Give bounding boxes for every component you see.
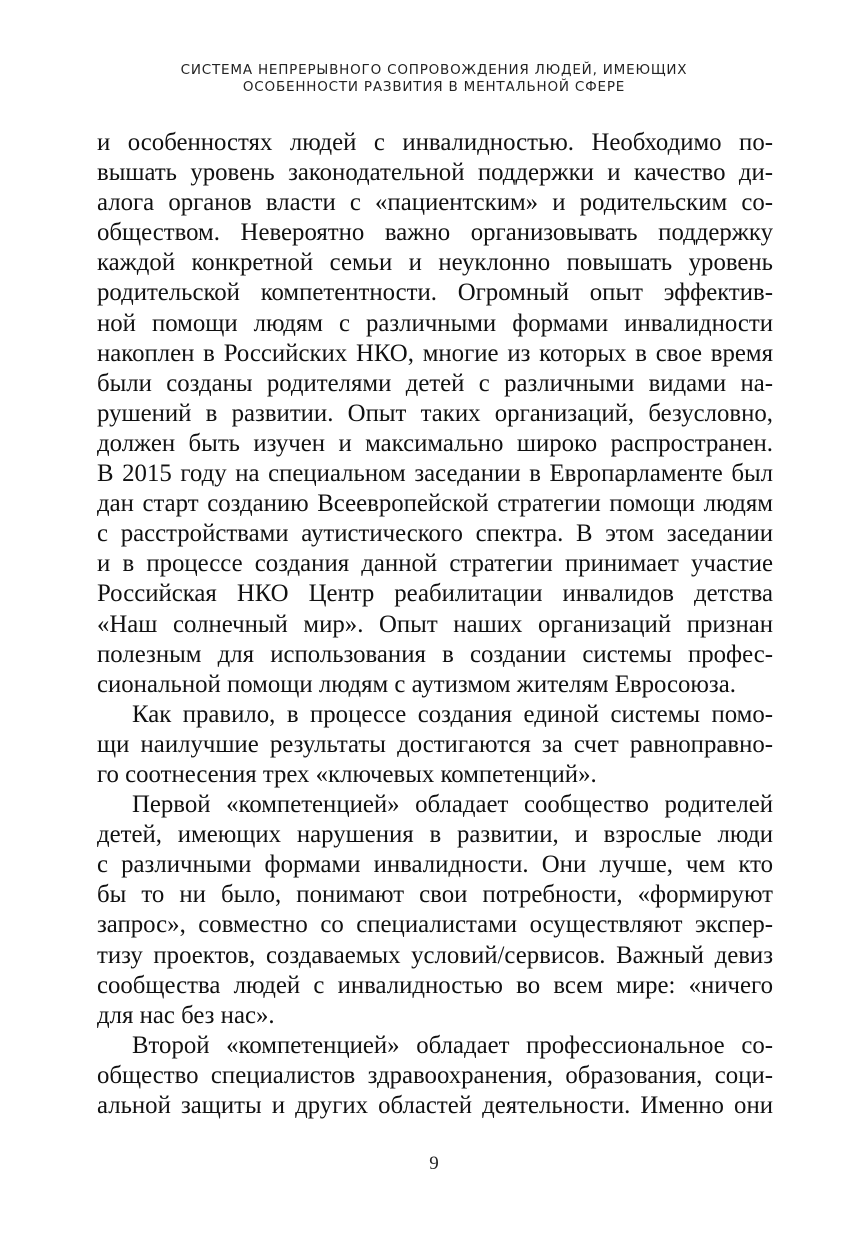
- text-line: ной помощи людям с различными формами инвалидности: [97, 309, 773, 337]
- text-line: щи наилучшие результаты достигаются за счет равноправно-: [97, 730, 773, 758]
- text-line: дан старт созданию Всеевропейской стратегии помощи людям: [97, 490, 773, 518]
- text-line: вышать уровень законодательной поддержки и качество ди-: [97, 159, 773, 187]
- text-line: и в процессе создания данной стратегии принимает участие: [97, 550, 773, 578]
- text-line: полезным для использования в создании системы профес-: [97, 640, 773, 668]
- text-line: запрос», совместно со специалистами осуществляют экспер-: [97, 911, 773, 939]
- text-line: алога органов власти с «пациентским» и родительским со-: [97, 189, 773, 217]
- text-line: должен быть изучен и максимально широко распространен.: [97, 429, 773, 457]
- page-number: 9: [429, 1153, 439, 1174]
- text-line: каждой конкретной семьи и неуклонно повышать уровень: [97, 249, 773, 277]
- text-line: рушений в развитии. Опыт таких организаций, безусловно,: [97, 399, 773, 427]
- text-line: Первой «компетенцией» обладает сообщество родителей: [132, 791, 773, 819]
- text-line: сообщества людей с инвалидностью во всем мире: «ничего: [97, 971, 773, 999]
- text-line: бы то ни было, понимают свои потребности, «формируют: [97, 881, 773, 909]
- text-line: «Наш солнечный мир». Опыт наших организаций признан: [97, 610, 773, 638]
- text-line: Как правило, в процессе создания единой системы помо-: [132, 700, 773, 728]
- text-line: Российская НКО Центр реабилитации инвалидов детства: [97, 580, 773, 608]
- body-text: [97, 128, 773, 1121]
- text-line: детей, имеющих нарушения в развитии, и взрослые люди: [97, 821, 773, 849]
- text-line: го соотнесения трех «ключевых компетенций».: [97, 760, 597, 788]
- text-line: с различными формами инвалидности. Они лучше, чем кто: [97, 851, 773, 879]
- text-line: и особенностях людей с инвалидностью. Необходимо по-: [97, 129, 773, 156]
- text-line: тизу проектов, создаваемых условий/сервисов. Важный девиз: [97, 941, 773, 969]
- text-line: накоплен в Российских НКО, многие из которых в свое время: [97, 339, 773, 367]
- running-header: [0, 62, 868, 96]
- text-line: В 2015 году на специальном заседании в Европарламенте был: [97, 460, 773, 488]
- text-line: альной защиты и других областей деятельности. Именно они: [97, 1092, 773, 1119]
- text-line: Второй «компетенцией» обладает профессиональное со-: [132, 1031, 773, 1059]
- text-line: родительской компетентности. Огромный опыт эффектив-: [97, 279, 773, 307]
- text-line: с расстройствами аутистического спектра. В этом заседании: [97, 520, 773, 548]
- text-line: были созданы родителями детей с различными видами на-: [97, 369, 773, 397]
- text-line: обществом. Невероятно важно организовывать поддержку: [97, 219, 773, 247]
- text-line: для нас без нас».: [97, 1001, 275, 1029]
- text-line: сиональной помощи людям с аутизмом жителям Евросоюза.: [97, 670, 736, 698]
- text-line: общество специалистов здравоохранения, образования, соци-: [97, 1061, 773, 1089]
- running-header-line-1: СИСТЕМА НЕПРЕРЫВНОГО СОПРОВОЖДЕНИЯ ЛЮДЕЙ, ИМЕЮЩИХ: [180, 62, 688, 78]
- running-header-line-2: ОСОБЕННОСТИ РАЗВИТИЯ В МЕНТАЛЬНОЙ СФЕРЕ: [242, 79, 626, 95]
